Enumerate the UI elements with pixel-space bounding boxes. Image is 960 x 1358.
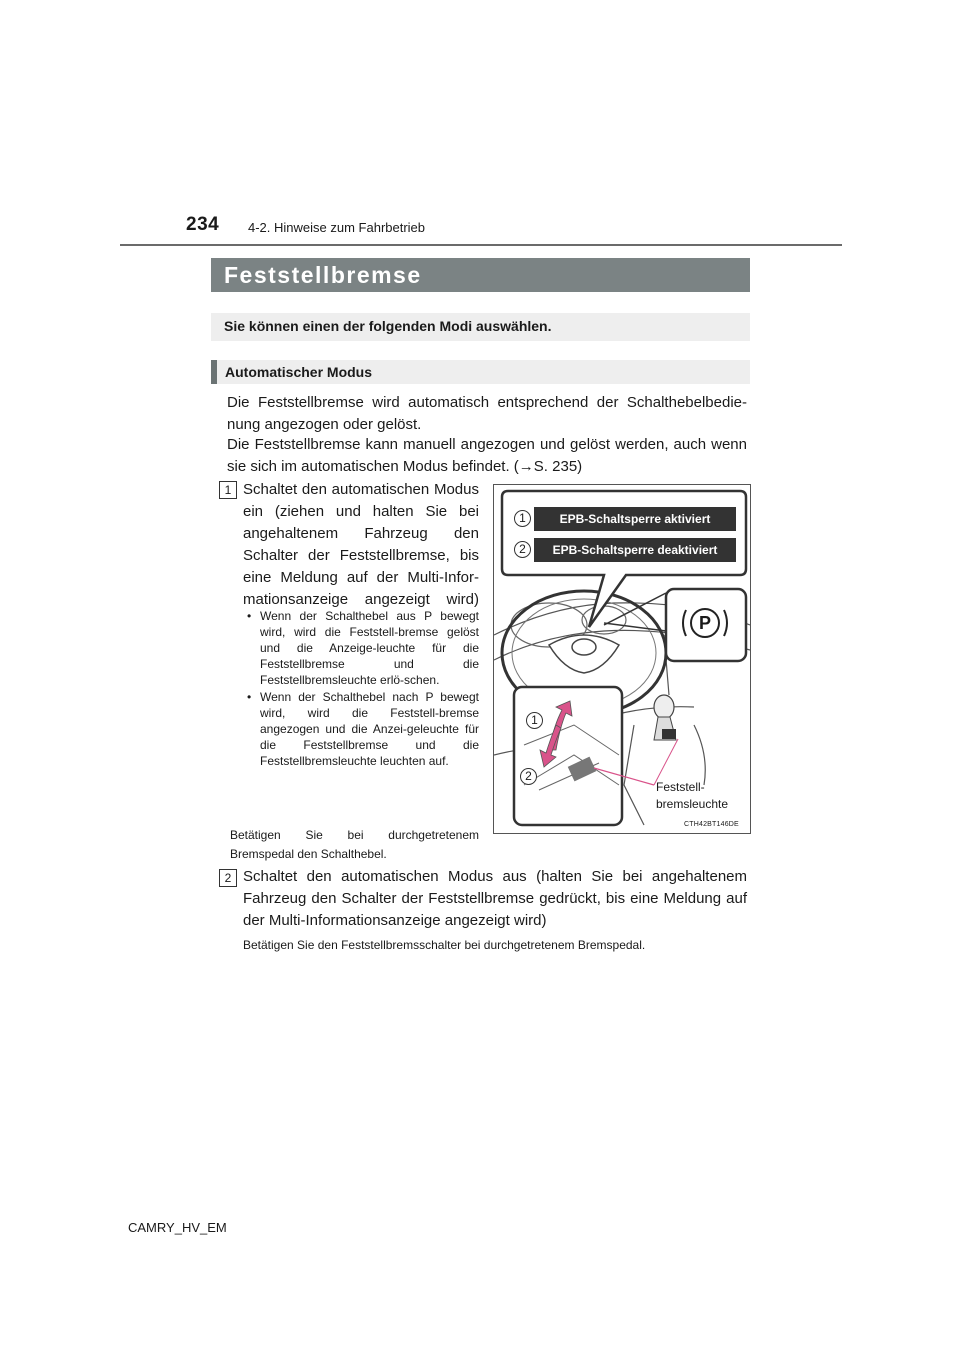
switch-callout-2: 2 xyxy=(520,768,537,785)
figure-callout-1: 1 xyxy=(514,510,531,527)
message-epb-deactivated: EPB-Schaltsperre deaktiviert xyxy=(534,538,736,562)
figure-code: CTH42BT146DE xyxy=(684,821,739,828)
parking-brake-p-icon: P xyxy=(699,613,712,633)
paragraph-2: Die Feststellbremse kann manuell angezogen und gelöst werden, auch wenn sie sich im automatischen Modus befindet. (→S. 235) xyxy=(227,436,747,475)
step-1-text-content: Schaltet den automatischen Modus ein (ziehen und halten Sie bei angehaltenem Fahrzeug den Schalter der Feststellbremse, bis eine Meldung auf der Multi-Infor-mationsanzeige angezeigt wird) xyxy=(243,481,479,608)
section-title: Feststellbremse xyxy=(224,262,422,288)
figure-callout-2: 2 xyxy=(514,541,531,558)
chapter-title: 4-2. Hinweise zum Fahrbetrieb xyxy=(248,220,426,235)
switch-callout-1: 1 xyxy=(526,712,543,729)
footer-model: CAMRY_HV_EM xyxy=(128,1220,227,1235)
parking-brake-illustration xyxy=(493,484,751,834)
lamp-label-line-1: Feststell- xyxy=(656,780,705,794)
intro-text: Sie können einen der folgenden Modi auswählen. xyxy=(224,318,552,334)
step-2-note: Betätigen Sie den Feststellbremsschalter bei durchgetretenem Bremspedal. xyxy=(243,938,646,952)
message-epb-activated: EPB-Schaltsperre aktiviert xyxy=(534,507,736,531)
mode-heading-bar xyxy=(211,360,750,384)
mode-heading: Automatischer Modus xyxy=(225,364,373,380)
bullet-item: • Wenn der Schalthebel nach P bewegt wird, wird die Feststell-bremse angezogen und die Anzei-geleuchte für die Feststellbremse und die Feststellbremsleuchte leuchten auf. xyxy=(247,689,479,769)
header-divider xyxy=(120,244,842,246)
parking-brake-lamp-label xyxy=(656,779,728,813)
intro-bar xyxy=(211,313,750,341)
step-1-number: 1 xyxy=(219,481,237,499)
paragraph-1: Die Feststellbremse wird automatisch entsprechend der Schalthebelbedie-nung angezogen oder gelöst. xyxy=(227,394,747,433)
step-1-text xyxy=(243,479,479,611)
lamp-label-line-2: bremsleuchte xyxy=(656,797,729,811)
page-number: 234 xyxy=(186,214,220,235)
heading-accent xyxy=(211,360,217,384)
step-2-number: 2 xyxy=(219,869,237,887)
step-1-note: Betätigen Sie bei durchgetretenem Bremspedal den Schalthebel. xyxy=(230,828,479,861)
bullet-item: • Wenn der Schalthebel aus P bewegt wird, wird die Feststell-bremse gelöst und die Anzeige-leuchte für die Feststellbremse und die Feststellbremsleuchte erlö-schen. xyxy=(247,608,479,688)
step-2-text: Schaltet den automatischen Modus aus (halten Sie bei angehaltenem Fahrzeug den Schalter der Feststellbremse gedrückt, bis eine Meldung auf der Multi-Informationsanzeige angezeigt wird) xyxy=(243,868,747,929)
section-title-bar xyxy=(211,258,750,292)
step-1-bullets xyxy=(247,608,479,770)
